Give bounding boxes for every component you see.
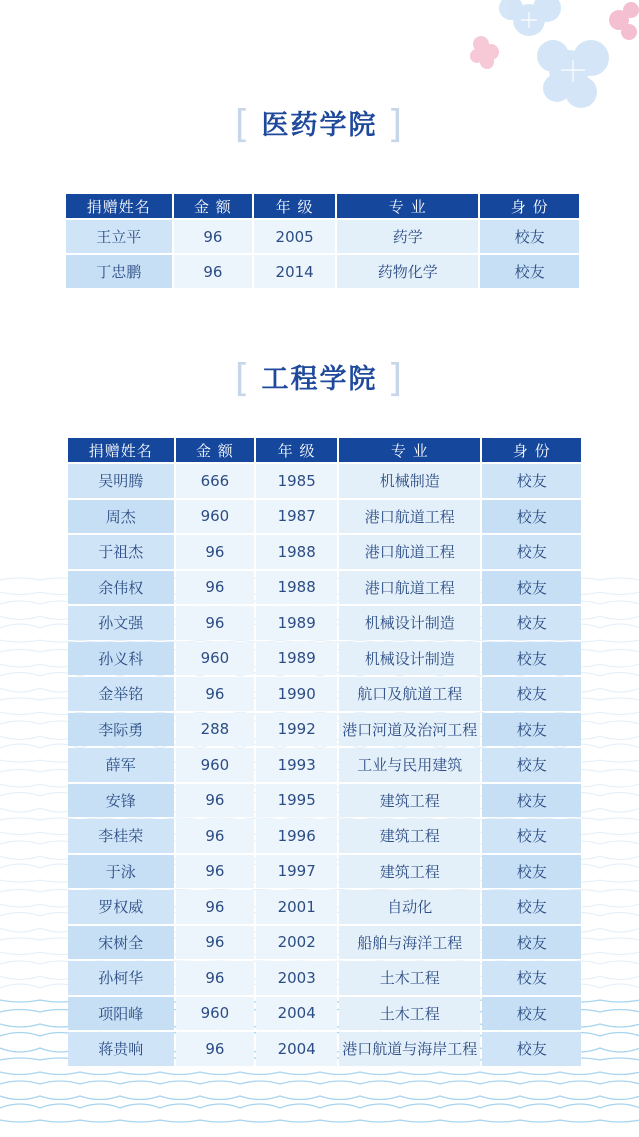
table-cell: 2005: [254, 220, 335, 253]
table-cell: 土木工程: [339, 961, 480, 995]
table-row: [68, 819, 581, 853]
table-cell: 960: [176, 748, 255, 782]
table-cell: 于泳: [68, 855, 174, 889]
table-cell: 于祖杰: [68, 535, 174, 569]
table-cell: 土木工程: [339, 997, 480, 1031]
table-cell: 校友: [482, 713, 581, 747]
table-cell: 建筑工程: [339, 784, 480, 818]
table-cell: 1990: [256, 677, 337, 711]
table-cell: 1987: [256, 500, 337, 534]
table-cell: 96: [176, 926, 255, 960]
table-cell: 港口航道工程: [339, 500, 480, 534]
table-cell: 项阳峰: [68, 997, 174, 1031]
table-cell: 工业与民用建筑: [339, 748, 480, 782]
bracket-left-icon: [: [234, 102, 252, 146]
table-row: [68, 571, 581, 605]
table-row: [68, 855, 581, 889]
column-header: 捐赠姓名: [68, 438, 174, 462]
table-cell: 吴明腾: [68, 464, 174, 498]
column-header: 身 份: [482, 438, 581, 462]
table-cell: 港口航道工程: [339, 571, 480, 605]
table-cell: 2004: [256, 1032, 337, 1066]
table-cell: 校友: [482, 1032, 581, 1066]
table-row: [66, 220, 579, 253]
table-cell: 2004: [256, 997, 337, 1031]
table-cell: 96: [176, 890, 255, 924]
table-row: [68, 997, 581, 1031]
table-cell: 建筑工程: [339, 855, 480, 889]
column-header: 年 级: [254, 194, 335, 218]
table-cell: 校友: [482, 464, 581, 498]
table-cell: 校友: [482, 926, 581, 960]
table-cell: 96: [176, 784, 255, 818]
table-row: [68, 500, 581, 534]
table-cell: 校友: [480, 220, 579, 253]
table-row: [68, 890, 581, 924]
table-cell: 1993: [256, 748, 337, 782]
table-cell: 李际勇: [68, 713, 174, 747]
table-cell: 1989: [256, 642, 337, 676]
table-cell: 王立平: [66, 220, 172, 253]
table-row: [68, 677, 581, 711]
table-cell: 1985: [256, 464, 337, 498]
flower-decoration-icon: [469, 0, 639, 110]
table-cell: 建筑工程: [339, 819, 480, 853]
table-cell: 航口及航道工程: [339, 677, 480, 711]
table-cell: 校友: [482, 500, 581, 534]
table-cell: 港口航道工程: [339, 535, 480, 569]
table-cell: 船舶与海洋工程: [339, 926, 480, 960]
table-cell: 666: [176, 464, 255, 498]
table-cell: 96: [176, 571, 255, 605]
table-cell: 金举铭: [68, 677, 174, 711]
bracket-right-icon: ]: [387, 102, 405, 146]
table-cell: 孙义科: [68, 642, 174, 676]
table-row: [68, 464, 581, 498]
table-cell: 1997: [256, 855, 337, 889]
section-title: [0, 102, 639, 146]
section-title: [0, 356, 639, 400]
table-cell: 药学: [337, 220, 478, 253]
table-row: [68, 1032, 581, 1066]
table-cell: 校友: [480, 255, 579, 288]
table-cell: 1988: [256, 571, 337, 605]
table-cell: 1995: [256, 784, 337, 818]
table-cell: 罗权威: [68, 890, 174, 924]
table-cell: 蒋贵响: [68, 1032, 174, 1066]
table-cell: 港口河道及治河工程: [339, 713, 480, 747]
table-cell: 1996: [256, 819, 337, 853]
table-cell: 2002: [256, 926, 337, 960]
table-row: [66, 255, 579, 288]
table-row: [68, 713, 581, 747]
table-cell: 校友: [482, 997, 581, 1031]
table-cell: 丁忠鹏: [66, 255, 172, 288]
table-cell: 机械制造: [339, 464, 480, 498]
table-cell: 李桂荣: [68, 819, 174, 853]
table-cell: 1992: [256, 713, 337, 747]
table-cell: 校友: [482, 855, 581, 889]
table-cell: 周杰: [68, 500, 174, 534]
table-cell: 2001: [256, 890, 337, 924]
column-header: 身 份: [480, 194, 579, 218]
bracket-left-icon: [: [234, 356, 252, 400]
table-cell: 96: [176, 819, 255, 853]
table-cell: 96: [174, 255, 253, 288]
table-cell: 孙柯华: [68, 961, 174, 995]
section-title-text: 工程学院: [261, 364, 378, 395]
table-row: [68, 535, 581, 569]
table-cell: 校友: [482, 571, 581, 605]
table-cell: 余伟权: [68, 571, 174, 605]
table-row: [68, 784, 581, 818]
table-cell: 校友: [482, 748, 581, 782]
table-header-row: [66, 194, 579, 218]
table-cell: 校友: [482, 961, 581, 995]
table-cell: 校友: [482, 890, 581, 924]
table-cell: 校友: [482, 819, 581, 853]
table-cell: 96: [176, 855, 255, 889]
table-cell: 校友: [482, 606, 581, 640]
donor-table: [64, 192, 581, 290]
table-cell: 1988: [256, 535, 337, 569]
column-header: 捐赠姓名: [66, 194, 172, 218]
table-row: [68, 748, 581, 782]
column-header: 金 额: [176, 438, 255, 462]
table-cell: 药物化学: [337, 255, 478, 288]
section-title-text: 医药学院: [261, 110, 378, 141]
table-cell: 机械设计制造: [339, 606, 480, 640]
table-cell: 288: [176, 713, 255, 747]
table-cell: 960: [176, 997, 255, 1031]
table-cell: 孙文强: [68, 606, 174, 640]
table-cell: 安锋: [68, 784, 174, 818]
table-header-row: [68, 438, 581, 462]
table-cell: 2003: [256, 961, 337, 995]
column-header: 金 额: [174, 194, 253, 218]
column-header: 专 业: [337, 194, 478, 218]
table-cell: 机械设计制造: [339, 642, 480, 676]
table-cell: 校友: [482, 642, 581, 676]
table-cell: 96: [176, 677, 255, 711]
table-cell: 校友: [482, 784, 581, 818]
table-cell: 96: [174, 220, 253, 253]
table-cell: 校友: [482, 535, 581, 569]
table-cell: 薛军: [68, 748, 174, 782]
table-cell: 96: [176, 961, 255, 995]
table-cell: 96: [176, 606, 255, 640]
table-row: [68, 606, 581, 640]
bracket-right-icon: ]: [387, 356, 405, 400]
table-cell: 校友: [482, 677, 581, 711]
table-cell: 960: [176, 500, 255, 534]
table-cell: 96: [176, 535, 255, 569]
donor-table: [66, 436, 583, 1068]
table-cell: 自动化: [339, 890, 480, 924]
table-row: [68, 642, 581, 676]
table-cell: 港口航道与海岸工程: [339, 1032, 480, 1066]
column-header: 年 级: [256, 438, 337, 462]
table-row: [68, 926, 581, 960]
table-cell: 2014: [254, 255, 335, 288]
table-cell: 1989: [256, 606, 337, 640]
table-row: [68, 961, 581, 995]
column-header: 专 业: [339, 438, 480, 462]
table-cell: 960: [176, 642, 255, 676]
table-cell: 宋树全: [68, 926, 174, 960]
table-cell: 96: [176, 1032, 255, 1066]
